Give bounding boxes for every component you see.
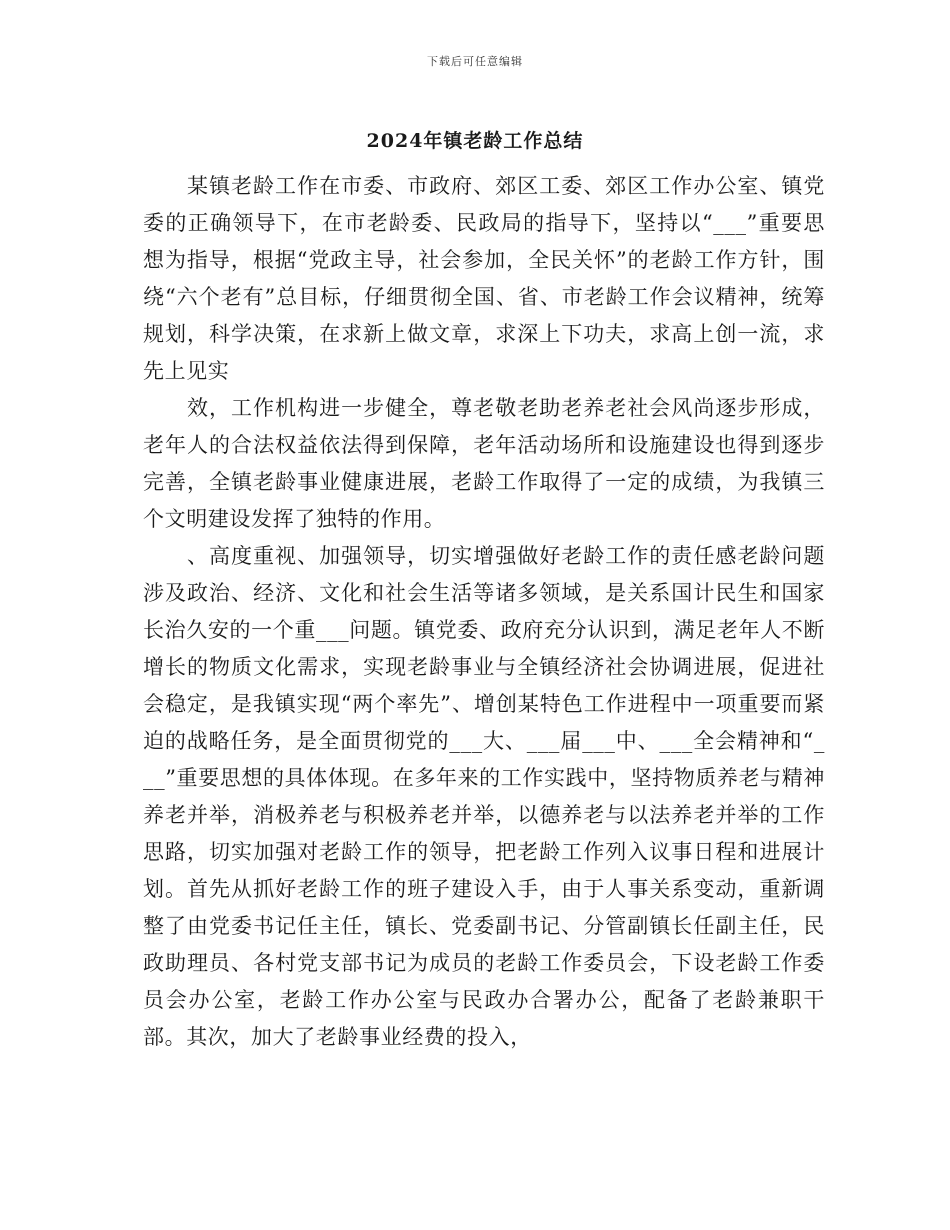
document-title: 2024年镇老龄工作总结 [366, 130, 584, 152]
document-body [143, 168, 825, 1056]
paragraph-1: 某镇老龄工作在市委、市政府、郊区工委、郊区工作办公室、镇党委的正确领导下，在市老龄委、民政局的指导下，坚持以“___”重要思想为指导，根据“党政主导，社会参加，全民关怀”的老龄工作方针，围绕“六个老有”总目标，仔细贯彻全国、省、市老龄工作会议精神，统筹规划，科学决策，在求新上做文章，求深上下功夫，求高上创一流，求先上见实 [143, 174, 825, 383]
paragraph-3: 、高度重视、加强领导，切实增强做好老龄工作的责任感老龄问题涉及政治、经济、文化和社会生活等诸多领域，是关系国计民生和国家长治久安的一个重___问题。镇党委、政府充分认识到，满足老年人不断增长的物质文化需求，实现老龄事业与全镇经济社会协调进展，促进社会稳定，是我镇实现“两个率先”、增创某特色工作进程中一项重要而紧迫的战略任务，是全面贯彻党的___大、___届___中、___全会精神和“___”重要思想的具体体现。在多年来的工作实践中，坚持物质养老与精神养老并举，消极养老与积极养老并举，以德养老与以法养老并举的工作思路，切实加强对老龄工作的领导，把老龄工作列入议事日程和进展计划。首先从抓好老龄工作的班子建设入手，由于人事关系变动，重新调整了由党委书记任主任，镇长、党委副书记、分管副镇长任副主任，民政助理员、各村党支部书记为成员的老龄工作委员会，下设老龄工作委员会办公室，老龄工作办公室与民政办合署办公，配备了老龄兼职干部。其次，加大了老龄事业经费的投入， [143, 544, 825, 1049]
header-note: 下载后可任意编辑 [427, 55, 523, 68]
paragraph-2: 效，工作机构进一步健全，尊老敬老助老养老社会风尚逐步形成，老年人的合法权益依法得到保障，老年活动场所和设施建设也得到逐步完善，全镇老龄事业健康进展，老龄工作取得了一定的成绩，为我镇三个文明建设发挥了独特的作用。 [143, 396, 825, 531]
